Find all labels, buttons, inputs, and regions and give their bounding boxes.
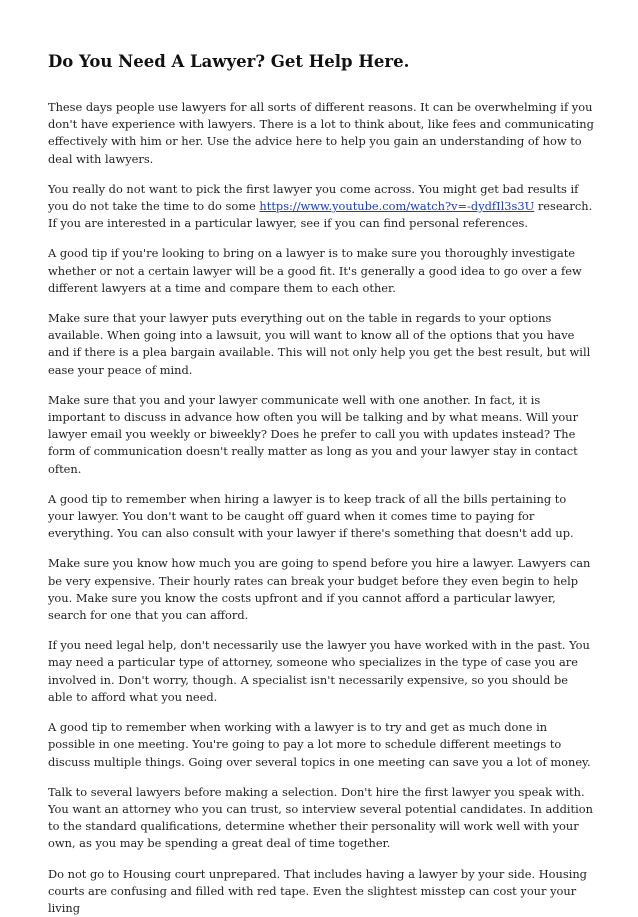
paragraph-10: Talk to several lawyers before making a selection. Don't hire the first lawyer you speak with. You want an attorney who you can trust, so interview several potential candidates. In addition to the standard qualifications, determine whether their personality will work well with your own, as you may be spending a great deal of time together.	[48, 784, 593, 851]
paragraph-3: A good tip if you're looking to bring on a lawyer is to make sure you thoroughly investigate whether or not a certain lawyer will be a good fit. It's generally a good idea to go over a few different lawyers at a time and compare them to each other.	[48, 246, 582, 295]
paragraph-5: Make sure that you and your lawyer communicate well with one another. In fact, it is important to discuss in advance how often you will be talking and by what means. Will your lawyer email you weekly or biweekly? Does he prefer to call you with updates instead? The form of communication doesn't really matter as long as you and your lawyer stay in contact often.	[48, 392, 579, 476]
paragraph-8: If you need legal help, don't necessarily use the lawyer you have worked with in the past. You may need a particular type of attorney, someone who specializes in the type of case you are involved in. Don't worry, though. A specialist isn't necessarily expensive, so you should be able to afford what you need.	[48, 638, 590, 704]
paragraph-2-text-before: You really do not want to pick the first lawyer you come across. You might get bad results if you do not take the time to do some	[48, 181, 579, 214]
paragraph-2	[48, 181, 594, 233]
paragraph-9: A good tip to remember when working with a lawyer is to try and get as much done in possible in one meeting. You're going to pay a lot more to schedule different meetings to discuss multiple things. Going over several topics in one meeting can save you a lot of money.	[48, 720, 591, 769]
paragraph-7: Make sure you know how much you are going to spend before you hire a lawyer. Lawyers can be very expensive. Their hourly rates can break your budget before they even begin to help you. Make sure you know the costs upfront and if you cannot afford a particular lawyer, search for one that you can afford.	[48, 556, 591, 623]
paragraph-6: A good tip to remember when hiring a lawyer is to keep track of all the bills pertaining to your lawyer. You don't want to be caught off guard when it comes time to paying for everything. You can also consult with your lawyer if there's something that doesn't add up.	[48, 491, 574, 541]
paragraph-2-text-after: research. If you are interested in a particular lawyer, see if you can find personal references.	[48, 199, 593, 231]
page-title: Do You Need A Lawyer? Get Help Here.	[48, 52, 410, 71]
youtube-link[interactable]: https://www.youtube.com/watch?v=-dydfIl3s3U	[259, 199, 535, 214]
paragraph-11: Do not go to Housing court unprepared. That includes having a lawyer by your side. Housing courts are confusing and filled with red tape. Even the slightest misstep can cost your your living	[48, 866, 587, 915]
paragraph-1: These days people use lawyers for all sorts of different reasons. It can be overwhelming if you don't have experience with lawyers. There is a lot to think about, like fees and communicating effectively with him or her. Use the advice here to help you gain an understanding of how to deal with lawyers.	[48, 100, 594, 166]
paragraph-4: Make sure that your lawyer puts everything out on the table in regards to your options available. When going into a lawsuit, you will want to know all of the options that you have and if there is a plea bargain available. This will not only help you get the best result, but will ease your peace of mind.	[48, 311, 591, 377]
